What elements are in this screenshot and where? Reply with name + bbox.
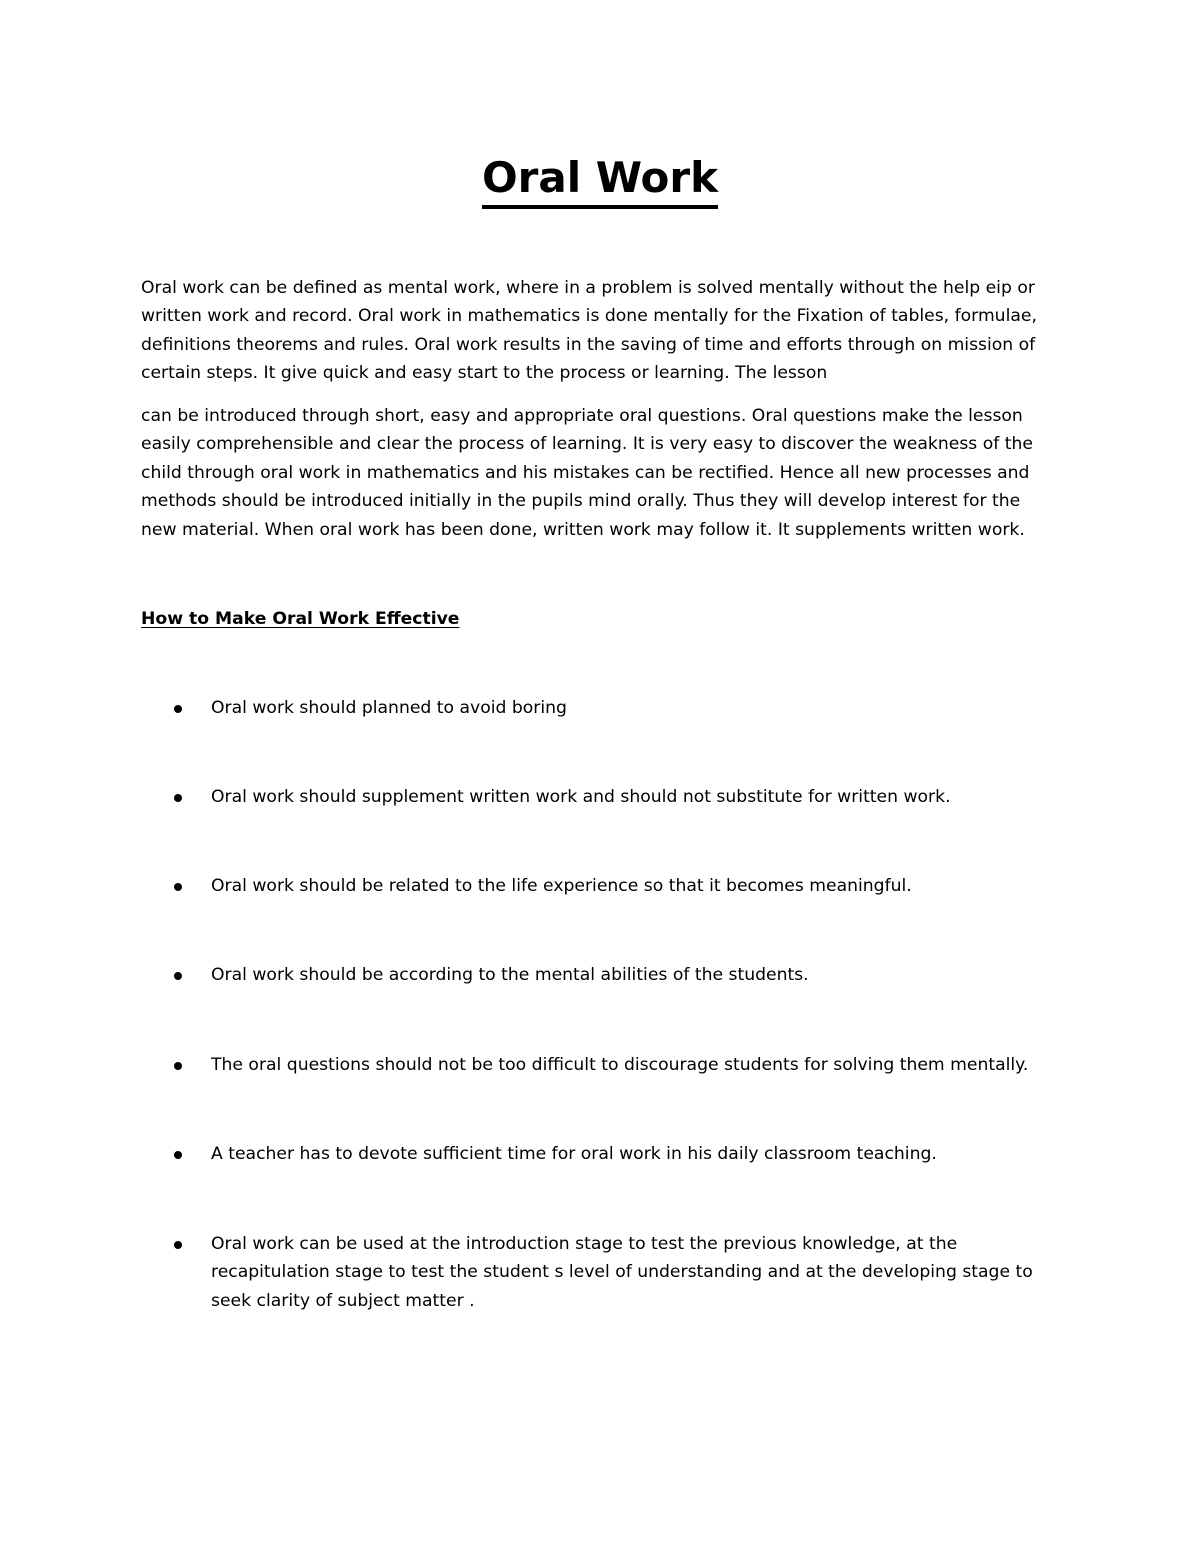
- body-paragraph: can be introduced through short, easy and appropriate oral questions. Oral questions make the lesson easily comprehensible and clear the process of learning. It is very easy to discover the weakness of the child through oral work in mathematics and his mistakes can be rectified. Hence all new processes and methods should be introduced initially in the pupils mind orally. Thus they will develop interest for the new material. When oral work has been done, written work may follow it. It supplements written work.: [141, 406, 1033, 540]
- bullet-text: The oral questions should not be too difficult to discourage students for solving them mentally.: [211, 1055, 1029, 1075]
- bullet-dot-icon: [174, 1062, 182, 1070]
- bullet-text: Oral work should supplement written work and should not substitute for written work.: [211, 787, 951, 807]
- section-heading: How to Make Oral Work Effective: [141, 609, 460, 629]
- bullet-dot-icon: [174, 794, 182, 802]
- bullet-text: Oral work should be related to the life experience so that it becomes meaningful.: [211, 876, 912, 896]
- bullet-dot-icon: [174, 972, 182, 980]
- bullet-dot-icon: [174, 1151, 182, 1159]
- bullet-text: A teacher has to devote sufficient time for oral work in his daily classroom teaching.: [211, 1144, 937, 1164]
- bullet-text: Oral work can be used at the introduction stage to test the previous knowledge, at the recapitulation stage to test the student s level of understanding and at the developing stage to seek clarity of subject matter .: [211, 1234, 1033, 1311]
- intro-paragraph: Oral work can be defined as mental work, where in a problem is solved mentally without the help eip or written work and record. Oral work in mathematics is done mentally for the Fixation of tables, formulae, definitions theorems and rules. Oral work results in the saving of time and efforts through on mission of certain steps. It give quick and easy start to the process or learning. The lesson: [141, 278, 1037, 384]
- document-title-text: Oral Work: [482, 153, 718, 209]
- document-title: [0, 148, 1200, 209]
- bullet-text: Oral work should planned to avoid boring: [211, 698, 567, 718]
- bullet-dot-icon: [174, 883, 182, 891]
- bullet-dot-icon: [174, 705, 182, 713]
- bullet-text: Oral work should be according to the mental abilities of the students.: [211, 965, 809, 985]
- bullet-dot-icon: [174, 1241, 182, 1249]
